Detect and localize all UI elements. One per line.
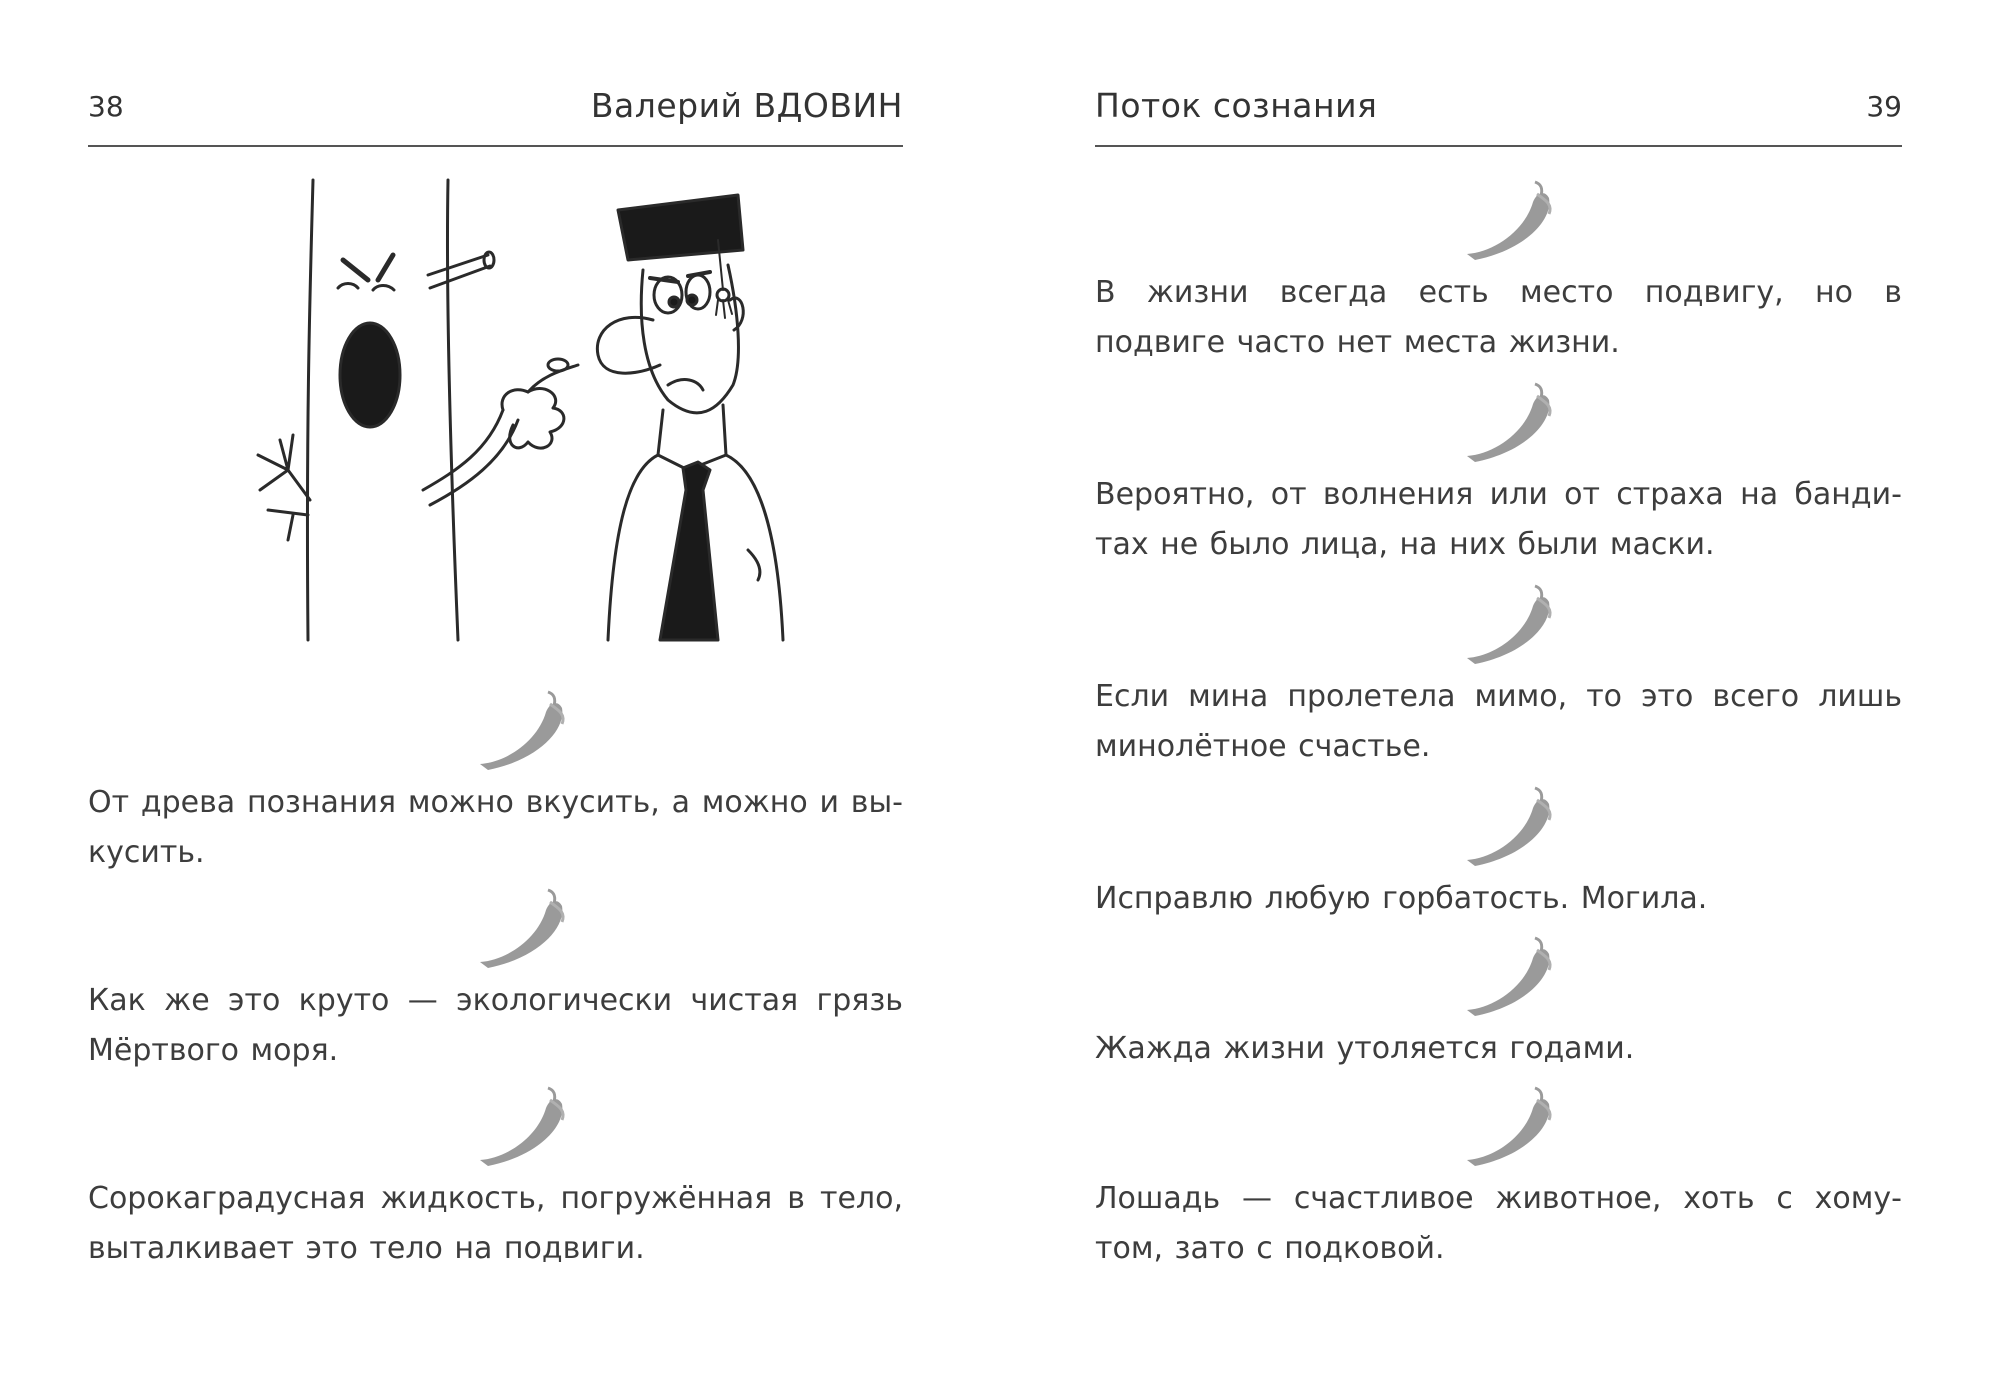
chili-pepper-icon xyxy=(1445,382,1565,466)
aphorism-text: От древа познания можно вкусить, а можно и вы-кусить. xyxy=(88,785,903,870)
header-rule xyxy=(88,145,903,147)
left-page xyxy=(88,0,903,1391)
chili-pepper-icon xyxy=(1445,786,1565,870)
chili-pepper-icon xyxy=(458,888,578,972)
running-head-right xyxy=(1095,82,1902,132)
header-rule xyxy=(1095,145,1902,147)
page-number: 39 xyxy=(1866,90,1902,123)
aphorism-text: Лошадь — счастливое животное, хоть с хому-том, зато с подковой. xyxy=(1095,1181,1902,1266)
right-page xyxy=(1095,0,1902,1391)
aphorism-text: В жизни всегда есть место подвигу, но в подвиге часто нет места жизни. xyxy=(1095,275,1902,360)
aphorism-text: Если мина пролетела мимо, то это всего лишь минолётное счастье. xyxy=(1095,679,1902,764)
aphorism-text: Вероятно, от волнения или от страха на банди-тах не было лица, на них были маски. xyxy=(1095,477,1902,562)
chili-pepper-icon xyxy=(458,1086,578,1170)
running-title: Поток сознания xyxy=(1095,86,1378,125)
chili-pepper-icon xyxy=(1445,584,1565,668)
chili-pepper-icon xyxy=(1445,180,1565,264)
aphorism-text: Исправлю любую горбатость. Могила. xyxy=(1095,881,1708,916)
tree-and-graduate-cartoon-icon xyxy=(198,170,878,650)
page-number: 38 xyxy=(88,90,124,123)
cartoon-illustration xyxy=(198,170,878,650)
running-head-left xyxy=(88,82,903,132)
chili-pepper-icon xyxy=(1445,1086,1565,1170)
running-title: Валерий ВДОВИН xyxy=(590,86,903,125)
chili-pepper-icon xyxy=(458,690,578,774)
chili-pepper-icon xyxy=(1445,936,1565,1020)
aphorism-text: Жажда жизни утоляется годами. xyxy=(1095,1031,1635,1066)
aphorism-text: Как же это круто — экологически чистая грязь Мёртвого моря. xyxy=(88,983,903,1068)
aphorism-text: Сорокаградусная жидкость, погружённая в тело, выталкивает это тело на подвиги. xyxy=(88,1181,903,1266)
